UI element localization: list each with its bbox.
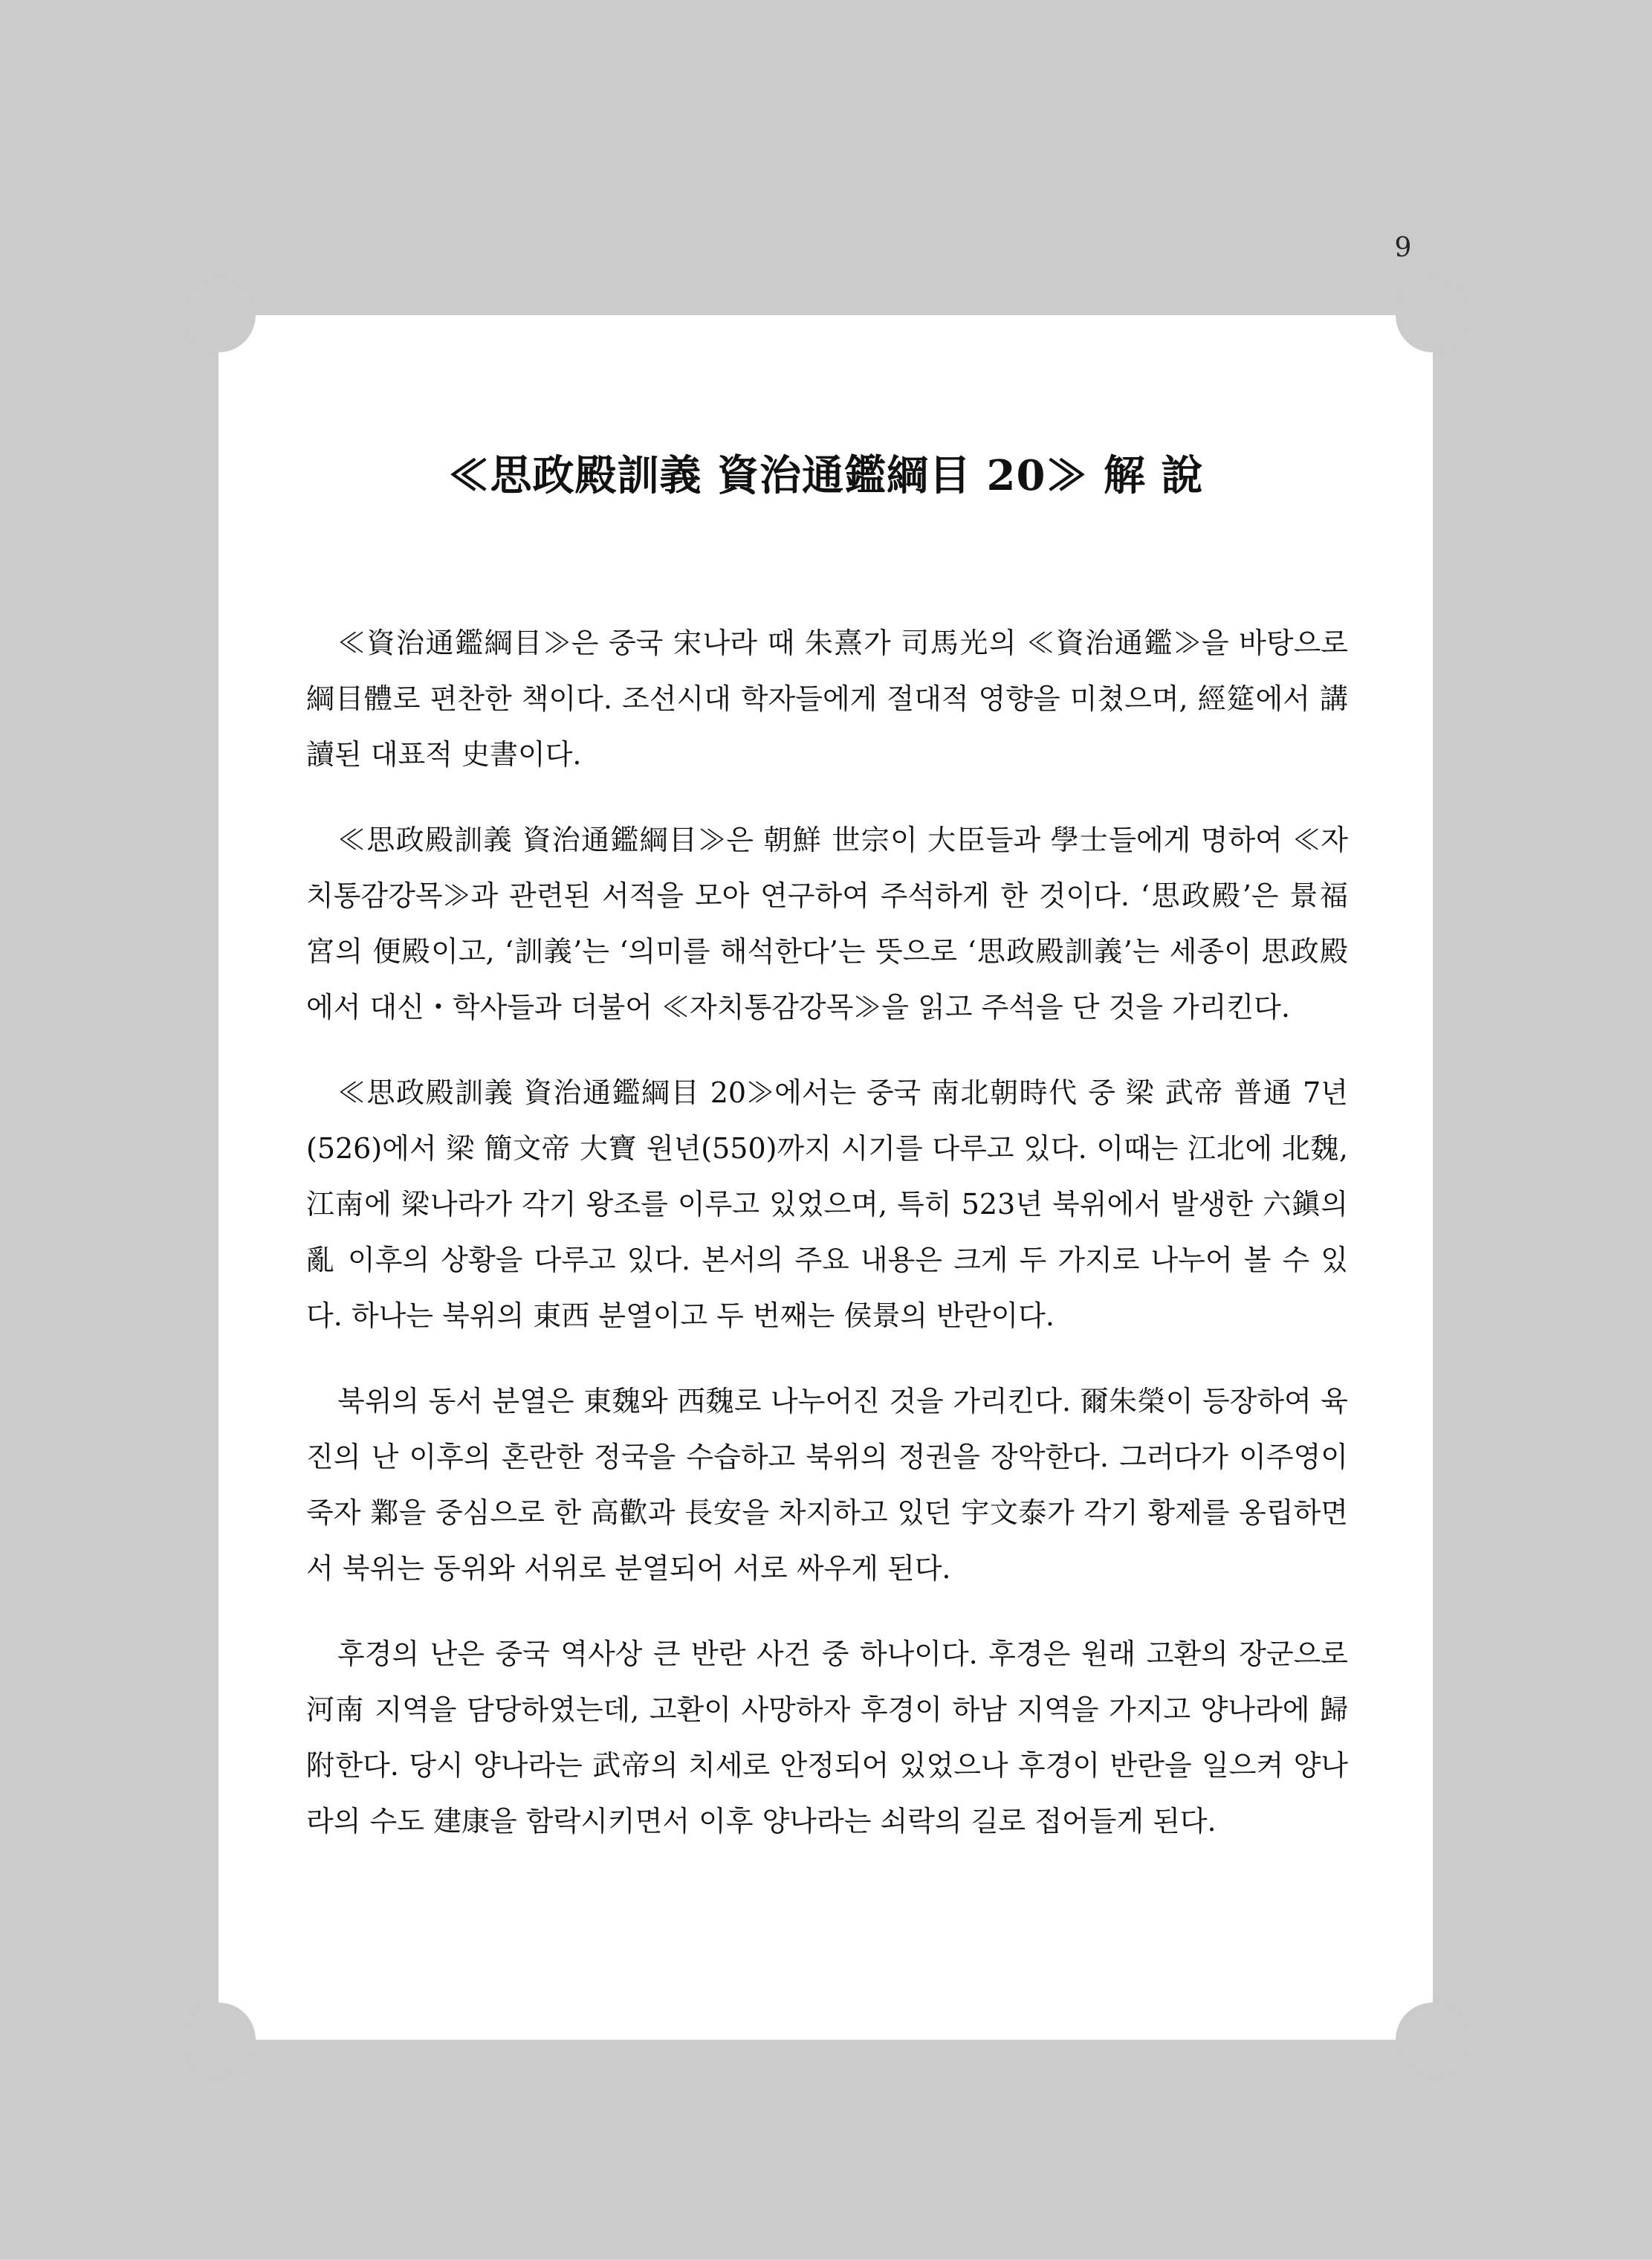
paragraph: ≪思政殿訓義 資治通鑑綱目≫은 朝鮮 世宗이 大臣들과 學士들에게 명하여 ≪자치통감강목≫과 관련된 서적을 모아 연구하여 주석하게 한 것이다. ‘思政殿’은 景福宮의 便殿이고, ‘訓義’는 ‘의미를 해석한다’는 뜻으로 ‘思政殿訓義’는 세종이 思政殿에서 대신・학사들과 더불어 ≪자치통감강목≫을 읽고 주석을 단 것을 가리킨다. <box>306 824 1348 1024</box>
paragraph: 북위의 동서 분열은 東魏와 西魏로 나누어진 것을 가리킨다. 爾朱榮이 등장하여 육진의 난 이후의 혼란한 정국을 수습하고 북위의 정권을 장악한다. 그러다가 이주영이 죽자 鄴을 중심으로 한 高歡과 長安을 차지하고 있던 宇文泰가 각기 황제를 옹립하면서 북위는 동위와 서위로 분열되어 서로 싸우게 된다. <box>306 1385 1348 1585</box>
corner-notch <box>181 278 256 352</box>
paragraph: ≪資治通鑑綱目≫은 중국 宋나라 때 朱熹가 司馬光의 ≪資治通鑑≫을 바탕으로 綱目體로 편찬한 책이다. 조선시대 학자들에게 절대적 영향을 미쳤으며, 經筵에서 講讀된 대표적 史書이다. <box>306 627 1348 771</box>
content-panel <box>218 315 1433 2040</box>
corner-notch <box>1396 278 1470 352</box>
corner-notch <box>1396 2003 1470 2077</box>
paragraph: 후경의 난은 중국 역사상 큰 반란 사건 중 하나이다. 후경은 원래 고환의 장군으로 河南 지역을 담당하였는데, 고환이 사망하자 후경이 하남 지역을 가지고 양나라에 歸附한다. 당시 양나라는 武帝의 치세로 안정되어 있었으나 후경이 반란을 일으켜 양나라의 수도 建康을 함락시키면서 이후 양나라는 쇠락의 길로 접어들게 된다. <box>306 1638 1348 1838</box>
body-text <box>306 615 1348 1879</box>
paragraph: ≪思政殿訓義 資治通鑑綱目 20≫에서는 중국 南北朝時代 중 梁 武帝 普通 7년(526)에서 梁 簡文帝 大寶 원년(550)까지 시기를 다루고 있다. 이때는 江北에 北魏, 江南에 梁나라가 각기 왕조를 이루고 있었으며, 특히 523년 북위에서 발생한 六鎭의 亂 이후의 상황을 다루고 있다. 본서의 주요 내용은 크게 두 가지로 나누어 볼 수 있다. 하나는 북위의 東西 분열이고 두 번째는 侯景의 반란이다. <box>306 1076 1348 1332</box>
page-number: 9 <box>1394 233 1412 263</box>
corner-notch <box>181 2003 256 2077</box>
document-title: ≪思政殿訓義 資治通鑑綱目 20≫ 解 說 <box>447 451 1204 500</box>
